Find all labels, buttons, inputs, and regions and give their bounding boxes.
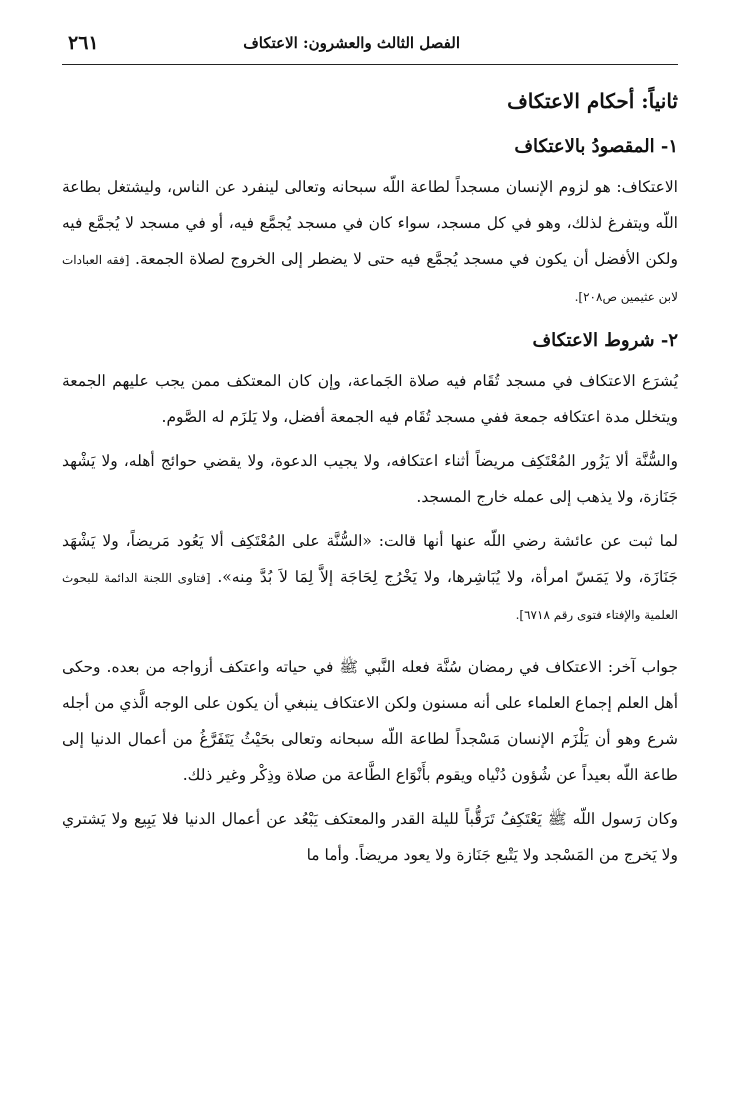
running-title: الفصل الثالث والعشرون: الاعتكاف (243, 34, 460, 52)
paragraph-conditions-2: والسُّنَّة ألا يَزُور المُعْتَكِف مريضاً أثناء اعتكافه، ولا يجيب الدعوة، ولا يقضي حوائج أهله، ولا يَشْهد جَنَازة، ولا يذهب إلى عمله خارج المسجد. (62, 452, 679, 506)
citation-definition: [فقه العبادات لابن عثيمين ص٢٠٨]. (62, 253, 678, 304)
book-page (62, 30, 678, 873)
subheading-conditions: ٢- شروط الاعتكاف (532, 330, 678, 351)
subheading-definition: ١- المقصودُ بالاعتكاف (514, 136, 678, 157)
paragraph-answer: جواب آخر: الاعتكاف في رمضان سُنَّة فعله النَّبي ﷺ في حياته واعتكف أزواجه من بعده. وحكى أهل العلم إجماع العلماء على أنه مسنون ولكن الاعتكاف ينبغي أن يكون على الوجه الَّذي من أجله شرع وهو أن يَلْزَم الإنسان مَسْجداً لطاعة اللّه سبحانه وتعالى بحَيْثُ يَتَفَرَّغُ من أعمال الدنيا إلى طاعة اللّه بعيداً عن شُؤون دُنْياه ويقوم بأَنْوَاع الطَّاعة من صلاة وذِكْر وغير ذلك. (62, 658, 678, 784)
paragraph-conditions-1: يُشرَع الاعتكاف في مسجد تُقَام فيه صلاة الجَماعة، وإن كان المعتكف ممن يجب عليهم الجمعة ويتخلل مدة اعتكافه جمعة ففي مسجد تُقَام فيه الجمعة أفضل، ولا يَلزَم له الصَّوم. (62, 372, 678, 426)
citation-conditions: [فتاوى اللجنة الدائمة للبحوث العلمية والإفتاء فتوى رقم ٦٧١٨]. (62, 571, 678, 622)
paragraph-definition (62, 169, 678, 315)
paragraph-definition-text: الاعتكاف: هو لزوم الإنسان مسجداً لطاعة اللّه سبحانه وتعالى لينفرد عن الناس، وليشتغل بطاعة اللّه ويتفرغ لذلك، وهو في كل مسجد، سواء كان في مسجد يُجمَّع فيه، أو في مسجد لا يُجمَّع فيه ولكن الأفضل أن يكون في مسجد يُجمَّع فيه حتى لا يضطر إلى الخروج لصلاة الجمعة. (62, 178, 678, 268)
page-number: ٢٦١ (68, 32, 99, 54)
page-header (62, 30, 678, 65)
paragraph-closing: وكان رَسول اللّه ﷺ يَعْتَكِفُ تَرَقُّباً لليلة القدر والمعتكف يَبْعُد عن أعمال الدنيا فلا يَبِيع ولا يَشتري ولا يَخرج من المَسْجد ولا يَتْبع جَنَازة ولا يعود مريضاً. وأما ما (62, 810, 678, 864)
section-heading: ثانياً: أحكام الاعتكاف (507, 89, 678, 113)
paragraph-conditions-3 (62, 523, 678, 633)
paragraph-conditions-3-text: لما ثبت عن عائشة رضي اللّه عنها أنها قالت: «السُّنَّة على المُعْتَكِف ألا يَعُود مَريضاً، ولا يَشْهَد جَنَازَة، ولا يَمَسّ امرأة، ولا يُبَاشِرها، ولا يَخْرُج لِحَاجَة إلاَّ لِمَا لاَ بُدَّ مِنه». (62, 532, 678, 586)
